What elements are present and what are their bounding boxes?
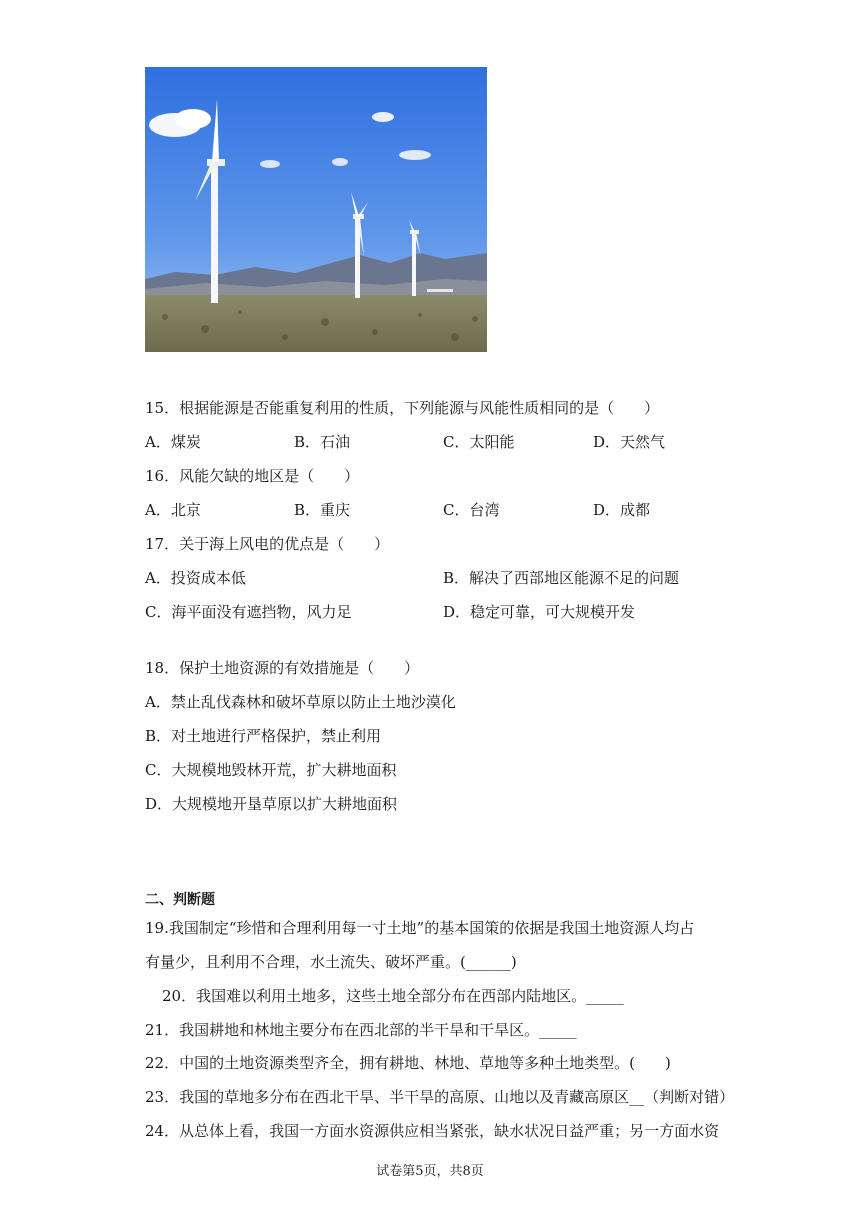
question-18-option-a: A．禁止乱伐森林和破坏草原以防止土地沙漠化 xyxy=(145,693,456,711)
question-16-option-a: A．北京 xyxy=(145,501,201,519)
question-17-stem: 17．关于海上风电的优点是（ ） xyxy=(145,535,390,553)
judgment-item-19-line-2: 有量少，且利用不合理，水土流失、破坏严重。(______) xyxy=(145,953,517,971)
question-18-option-b: B．对土地进行严格保护，禁止利用 xyxy=(145,727,382,745)
judgment-item-23: 23．我国的草地多分布在西北干旱、半干旱的高原、山地以及青藏高原区__（判断对错） xyxy=(145,1088,735,1106)
question-16-stem: 16．风能欠缺的地区是（ ） xyxy=(145,467,360,485)
question-17-option-d: D．稳定可靠，可大规模开发 xyxy=(443,603,636,621)
question-15-option-d: D．天然气 xyxy=(593,433,666,451)
question-15-stem: 15．根据能源是否能重复利用的性质，下列能源与风能性质相同的是（ ） xyxy=(145,399,660,417)
question-18-option-c: C．大规模地毁林开荒，扩大耕地面积 xyxy=(145,761,397,779)
judgment-item-19-line-1: 19.我国制定“珍惜和合理利用每一寸土地”的基本国策的依据是我国土地资源人均占 xyxy=(145,919,695,937)
question-16-option-c: C．台湾 xyxy=(443,501,500,519)
question-17-option-c: C．海平面没有遮挡物，风力足 xyxy=(145,603,352,621)
question-16-option-d: D．成都 xyxy=(593,501,651,519)
wind-turbines-photo xyxy=(145,67,487,352)
question-17-option-b: B．解决了西部地区能源不足的问题 xyxy=(443,569,680,587)
question-17-option-a: A．投资成本低 xyxy=(145,569,246,587)
question-16-option-b: B．重庆 xyxy=(294,501,351,519)
question-18-option-d: D．大规模地开垦草原以扩大耕地面积 xyxy=(145,795,398,813)
question-15-option-b: B．石油 xyxy=(294,433,351,451)
page-footer: 试卷第5页，共8页 xyxy=(376,1164,484,1179)
question-15-option-a: A．煤炭 xyxy=(145,433,201,451)
question-18-stem: 18．保护土地资源的有效措施是（ ） xyxy=(145,659,420,677)
judgment-item-24: 24．从总体上看，我国一方面水资源供应相当紧张，缺水状况日益严重；另一方面水资 xyxy=(145,1122,720,1140)
judgment-item-21: 21．我国耕地和林地主要分布在西北部的半干旱和干旱区。_____ xyxy=(145,1021,577,1039)
judgment-item-22: 22．中国的土地资源类型齐全，拥有耕地、林地、草地等多种土地类型。( ) xyxy=(145,1054,671,1072)
question-15-option-c: C．太阳能 xyxy=(443,433,515,451)
section-title: 二、判断题 xyxy=(145,892,215,908)
judgment-item-20: 20．我国难以利用土地多，这些土地全部分布在西部内陆地区。_____ xyxy=(162,987,624,1005)
